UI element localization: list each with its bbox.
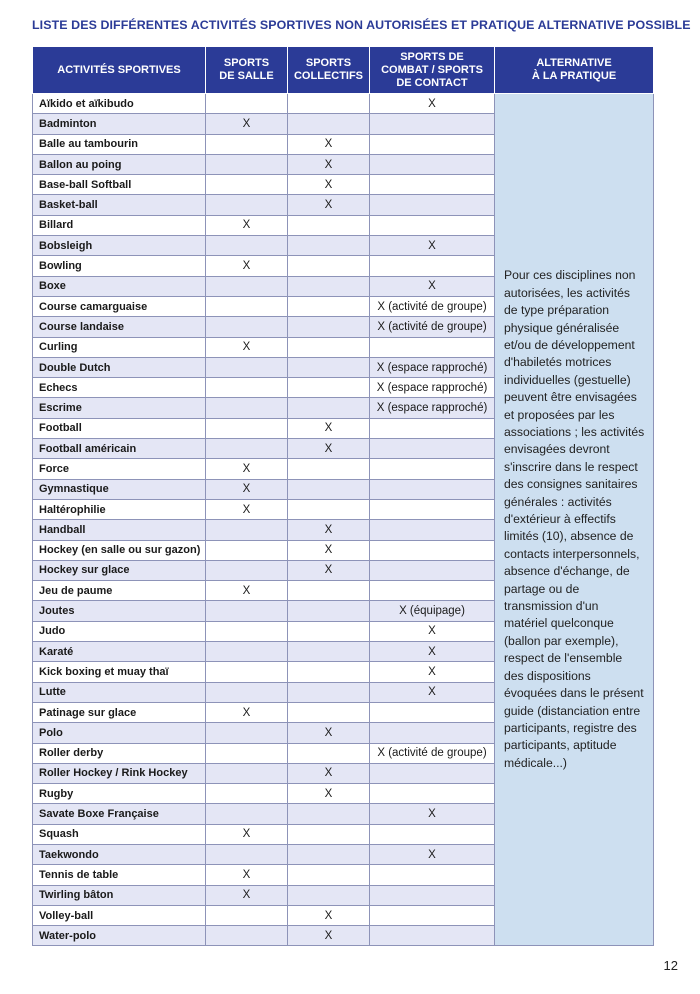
activity-name-cell: Patinage sur glace bbox=[33, 702, 206, 722]
activity-name-cell: Boxe bbox=[33, 276, 206, 296]
sports-collectifs-cell: X bbox=[288, 560, 370, 580]
header-salle: SPORTS DE SALLE bbox=[206, 47, 288, 94]
sports-collectifs-cell: X bbox=[288, 439, 370, 459]
sports-de-salle-cell bbox=[206, 134, 288, 154]
sports-combat-cell: X (activité de groupe) bbox=[370, 296, 495, 316]
activity-name-cell: Hockey sur glace bbox=[33, 560, 206, 580]
sports-combat-cell bbox=[370, 418, 495, 438]
sports-combat-cell: X bbox=[370, 94, 495, 114]
sports-de-salle-cell bbox=[206, 520, 288, 540]
activity-name-cell: Haltérophilie bbox=[33, 499, 206, 519]
sports-de-salle-cell bbox=[206, 357, 288, 377]
sports-collectifs-cell bbox=[288, 215, 370, 235]
sports-collectifs-cell: X bbox=[288, 154, 370, 174]
sports-combat-cell bbox=[370, 926, 495, 946]
sports-collectifs-cell bbox=[288, 865, 370, 885]
sports-de-salle-cell bbox=[206, 642, 288, 662]
sports-collectifs-cell bbox=[288, 256, 370, 276]
sports-de-salle-cell bbox=[206, 682, 288, 702]
activity-name-cell: Curling bbox=[33, 337, 206, 357]
sports-collectifs-cell bbox=[288, 459, 370, 479]
sports-combat-cell: X (activité de groupe) bbox=[370, 317, 495, 337]
sports-de-salle-cell bbox=[206, 743, 288, 763]
sports-collectifs-cell bbox=[288, 824, 370, 844]
sports-de-salle-cell bbox=[206, 439, 288, 459]
sports-de-salle-cell bbox=[206, 175, 288, 195]
sports-collectifs-cell bbox=[288, 743, 370, 763]
activity-name-cell: Force bbox=[33, 459, 206, 479]
activity-name-cell: Roller derby bbox=[33, 743, 206, 763]
sports-collectifs-cell: X bbox=[288, 905, 370, 925]
activity-name-cell: Basket-ball bbox=[33, 195, 206, 215]
sports-de-salle-cell bbox=[206, 926, 288, 946]
sports-combat-cell bbox=[370, 256, 495, 276]
activity-name-cell: Escrime bbox=[33, 398, 206, 418]
sports-combat-cell bbox=[370, 479, 495, 499]
alternative-practice-text: Pour ces disciplines non autorisées, les activités de type préparation physique généralisée et/ou de développement d'habiletés motrices individuelles (gestuelle) peuvent être envisagées et proposées par les associations ; les activités envisagées devront s'inscrire dans le respect des consignes sanitaires générales : activités d'extérieur à effectifs limités (10), absence de contacts interpersonnels, absence d'échange, de partage ou de transmission d'un matériel quelconque (ballon par exemple), respect de l'ensemble des dispositions évoquées dans le présent guide (distanciation entre participants, registre des participants, aptitude médicale...) bbox=[495, 94, 654, 946]
table-header-row bbox=[33, 47, 654, 94]
sports-combat-cell bbox=[370, 154, 495, 174]
sports-combat-cell bbox=[370, 905, 495, 925]
sports-collectifs-cell bbox=[288, 317, 370, 337]
sports-collectifs-cell bbox=[288, 357, 370, 377]
sports-combat-cell bbox=[370, 763, 495, 783]
activity-name-cell: Course camarguaise bbox=[33, 296, 206, 316]
activity-name-cell: Course landaise bbox=[33, 317, 206, 337]
sports-collectifs-cell: X bbox=[288, 540, 370, 560]
header-collectifs: SPORTS COLLECTIFS bbox=[288, 47, 370, 94]
activity-name-cell: Twirling bâton bbox=[33, 885, 206, 905]
sports-de-salle-cell bbox=[206, 296, 288, 316]
sports-collectifs-cell: X bbox=[288, 175, 370, 195]
sports-de-salle-cell: X bbox=[206, 215, 288, 235]
activity-name-cell: Aïkido et aïkibudo bbox=[33, 94, 206, 114]
page-title: LISTE DES DIFFÉRENTES ACTIVITÉS SPORTIVES NON AUTORISÉES ET PRATIQUE ALTERNATIVE POSSIBLE bbox=[32, 18, 691, 32]
activity-name-cell: Judo bbox=[33, 621, 206, 641]
activity-name-cell: Handball bbox=[33, 520, 206, 540]
sports-collectifs-cell: X bbox=[288, 134, 370, 154]
sports-combat-cell: X (espace rapproché) bbox=[370, 357, 495, 377]
sports-collectifs-cell: X bbox=[288, 418, 370, 438]
header-activities: ACTIVITÉS SPORTIVES bbox=[33, 47, 206, 94]
sports-collectifs-cell bbox=[288, 236, 370, 256]
activity-name-cell: Balle au tambourin bbox=[33, 134, 206, 154]
sports-collectifs-cell bbox=[288, 296, 370, 316]
sports-combat-cell bbox=[370, 175, 495, 195]
sports-combat-cell bbox=[370, 723, 495, 743]
sports-de-salle-cell bbox=[206, 154, 288, 174]
sports-combat-cell bbox=[370, 865, 495, 885]
sports-table bbox=[32, 46, 654, 946]
activity-name-cell: Echecs bbox=[33, 378, 206, 398]
activity-name-cell: Joutes bbox=[33, 601, 206, 621]
sports-collectifs-cell bbox=[288, 702, 370, 722]
sports-collectifs-cell bbox=[288, 581, 370, 601]
sports-combat-cell: X bbox=[370, 621, 495, 641]
activity-name-cell: Tennis de table bbox=[33, 865, 206, 885]
sports-de-salle-cell bbox=[206, 784, 288, 804]
activity-name-cell: Taekwondo bbox=[33, 844, 206, 864]
activity-name-cell: Double Dutch bbox=[33, 357, 206, 377]
sports-combat-cell bbox=[370, 540, 495, 560]
sports-collectifs-cell bbox=[288, 885, 370, 905]
sports-collectifs-cell: X bbox=[288, 763, 370, 783]
activity-name-cell: Bobsleigh bbox=[33, 236, 206, 256]
sports-de-salle-cell bbox=[206, 560, 288, 580]
activity-name-cell: Bowling bbox=[33, 256, 206, 276]
activity-name-cell: Volley-ball bbox=[33, 905, 206, 925]
sports-de-salle-cell bbox=[206, 905, 288, 925]
sports-combat-cell bbox=[370, 459, 495, 479]
sports-de-salle-cell bbox=[206, 763, 288, 783]
sports-combat-cell bbox=[370, 337, 495, 357]
sports-collectifs-cell: X bbox=[288, 520, 370, 540]
activity-name-cell: Water-polo bbox=[33, 926, 206, 946]
activity-name-cell: Karaté bbox=[33, 642, 206, 662]
sports-de-salle-cell bbox=[206, 723, 288, 743]
sports-combat-cell: X bbox=[370, 844, 495, 864]
sports-combat-cell: X bbox=[370, 642, 495, 662]
sports-de-salle-cell: X bbox=[206, 114, 288, 134]
table-body bbox=[33, 94, 654, 946]
header-combat: SPORTS DE COMBAT / SPORTS DE CONTACT bbox=[370, 47, 495, 94]
sports-de-salle-cell bbox=[206, 236, 288, 256]
sports-de-salle-cell: X bbox=[206, 479, 288, 499]
sports-de-salle-cell bbox=[206, 317, 288, 337]
sports-collectifs-cell bbox=[288, 94, 370, 114]
sports-collectifs-cell: X bbox=[288, 723, 370, 743]
sports-combat-cell: X (équipage) bbox=[370, 601, 495, 621]
sports-de-salle-cell: X bbox=[206, 337, 288, 357]
sports-combat-cell: X bbox=[370, 236, 495, 256]
sports-de-salle-cell bbox=[206, 804, 288, 824]
activity-name-cell: Badminton bbox=[33, 114, 206, 134]
sports-de-salle-cell bbox=[206, 398, 288, 418]
sports-combat-cell bbox=[370, 439, 495, 459]
sports-collectifs-cell: X bbox=[288, 784, 370, 804]
header-alternative: ALTERNATIVE À LA PRATIQUE bbox=[495, 47, 654, 94]
sports-collectifs-cell bbox=[288, 642, 370, 662]
sports-de-salle-cell bbox=[206, 94, 288, 114]
activity-name-cell: Jeu de paume bbox=[33, 581, 206, 601]
activity-name-cell: Gymnastique bbox=[33, 479, 206, 499]
activity-name-cell: Polo bbox=[33, 723, 206, 743]
activity-name-cell: Ballon au poing bbox=[33, 154, 206, 174]
sports-combat-cell bbox=[370, 134, 495, 154]
activity-name-cell: Roller Hockey / Rink Hockey bbox=[33, 763, 206, 783]
sports-combat-cell bbox=[370, 824, 495, 844]
sports-de-salle-cell bbox=[206, 378, 288, 398]
sports-de-salle-cell bbox=[206, 276, 288, 296]
activity-name-cell: Football bbox=[33, 418, 206, 438]
table-row bbox=[33, 94, 654, 114]
sports-collectifs-cell: X bbox=[288, 195, 370, 215]
sports-de-salle-cell: X bbox=[206, 865, 288, 885]
sports-de-salle-cell: X bbox=[206, 256, 288, 276]
sports-combat-cell bbox=[370, 499, 495, 519]
sports-de-salle-cell: X bbox=[206, 459, 288, 479]
sports-collectifs-cell bbox=[288, 499, 370, 519]
sports-collectifs-cell bbox=[288, 276, 370, 296]
activity-name-cell: Base-ball Softball bbox=[33, 175, 206, 195]
sports-de-salle-cell bbox=[206, 540, 288, 560]
sports-combat-cell: X (espace rapproché) bbox=[370, 398, 495, 418]
sports-de-salle-cell bbox=[206, 621, 288, 641]
sports-de-salle-cell: X bbox=[206, 581, 288, 601]
sports-collectifs-cell: X bbox=[288, 926, 370, 946]
sports-collectifs-cell bbox=[288, 337, 370, 357]
sports-de-salle-cell bbox=[206, 418, 288, 438]
sports-collectifs-cell bbox=[288, 682, 370, 702]
sports-combat-cell bbox=[370, 114, 495, 134]
sports-combat-cell bbox=[370, 581, 495, 601]
page-number: 12 bbox=[663, 958, 678, 973]
sports-combat-cell: X bbox=[370, 682, 495, 702]
sports-de-salle-cell: X bbox=[206, 702, 288, 722]
sports-combat-cell bbox=[370, 215, 495, 235]
sports-collectifs-cell bbox=[288, 844, 370, 864]
activity-name-cell: Football américain bbox=[33, 439, 206, 459]
sports-combat-cell bbox=[370, 702, 495, 722]
sports-de-salle-cell: X bbox=[206, 885, 288, 905]
activity-name-cell: Kick boxing et muay thaï bbox=[33, 662, 206, 682]
sports-collectifs-cell bbox=[288, 479, 370, 499]
sports-collectifs-cell bbox=[288, 601, 370, 621]
sports-combat-cell: X bbox=[370, 804, 495, 824]
activity-name-cell: Lutte bbox=[33, 682, 206, 702]
sports-collectifs-cell bbox=[288, 662, 370, 682]
sports-combat-cell: X (activité de groupe) bbox=[370, 743, 495, 763]
activity-name-cell: Rugby bbox=[33, 784, 206, 804]
sports-combat-cell: X bbox=[370, 276, 495, 296]
sports-collectifs-cell bbox=[288, 621, 370, 641]
sports-combat-cell bbox=[370, 784, 495, 804]
sports-collectifs-cell bbox=[288, 804, 370, 824]
sports-combat-cell bbox=[370, 195, 495, 215]
activity-name-cell: Billard bbox=[33, 215, 206, 235]
sports-collectifs-cell bbox=[288, 114, 370, 134]
sports-combat-cell: X (espace rapproché) bbox=[370, 378, 495, 398]
sports-combat-cell bbox=[370, 560, 495, 580]
activity-name-cell: Squash bbox=[33, 824, 206, 844]
sports-de-salle-cell: X bbox=[206, 824, 288, 844]
activity-name-cell: Hockey (en salle ou sur gazon) bbox=[33, 540, 206, 560]
sports-de-salle-cell bbox=[206, 662, 288, 682]
sports-combat-cell bbox=[370, 520, 495, 540]
sports-collectifs-cell bbox=[288, 398, 370, 418]
sports-combat-cell bbox=[370, 885, 495, 905]
activity-name-cell: Savate Boxe Française bbox=[33, 804, 206, 824]
sports-de-salle-cell bbox=[206, 601, 288, 621]
sports-de-salle-cell: X bbox=[206, 499, 288, 519]
sports-de-salle-cell bbox=[206, 195, 288, 215]
sports-collectifs-cell bbox=[288, 378, 370, 398]
sports-combat-cell: X bbox=[370, 662, 495, 682]
sports-de-salle-cell bbox=[206, 844, 288, 864]
